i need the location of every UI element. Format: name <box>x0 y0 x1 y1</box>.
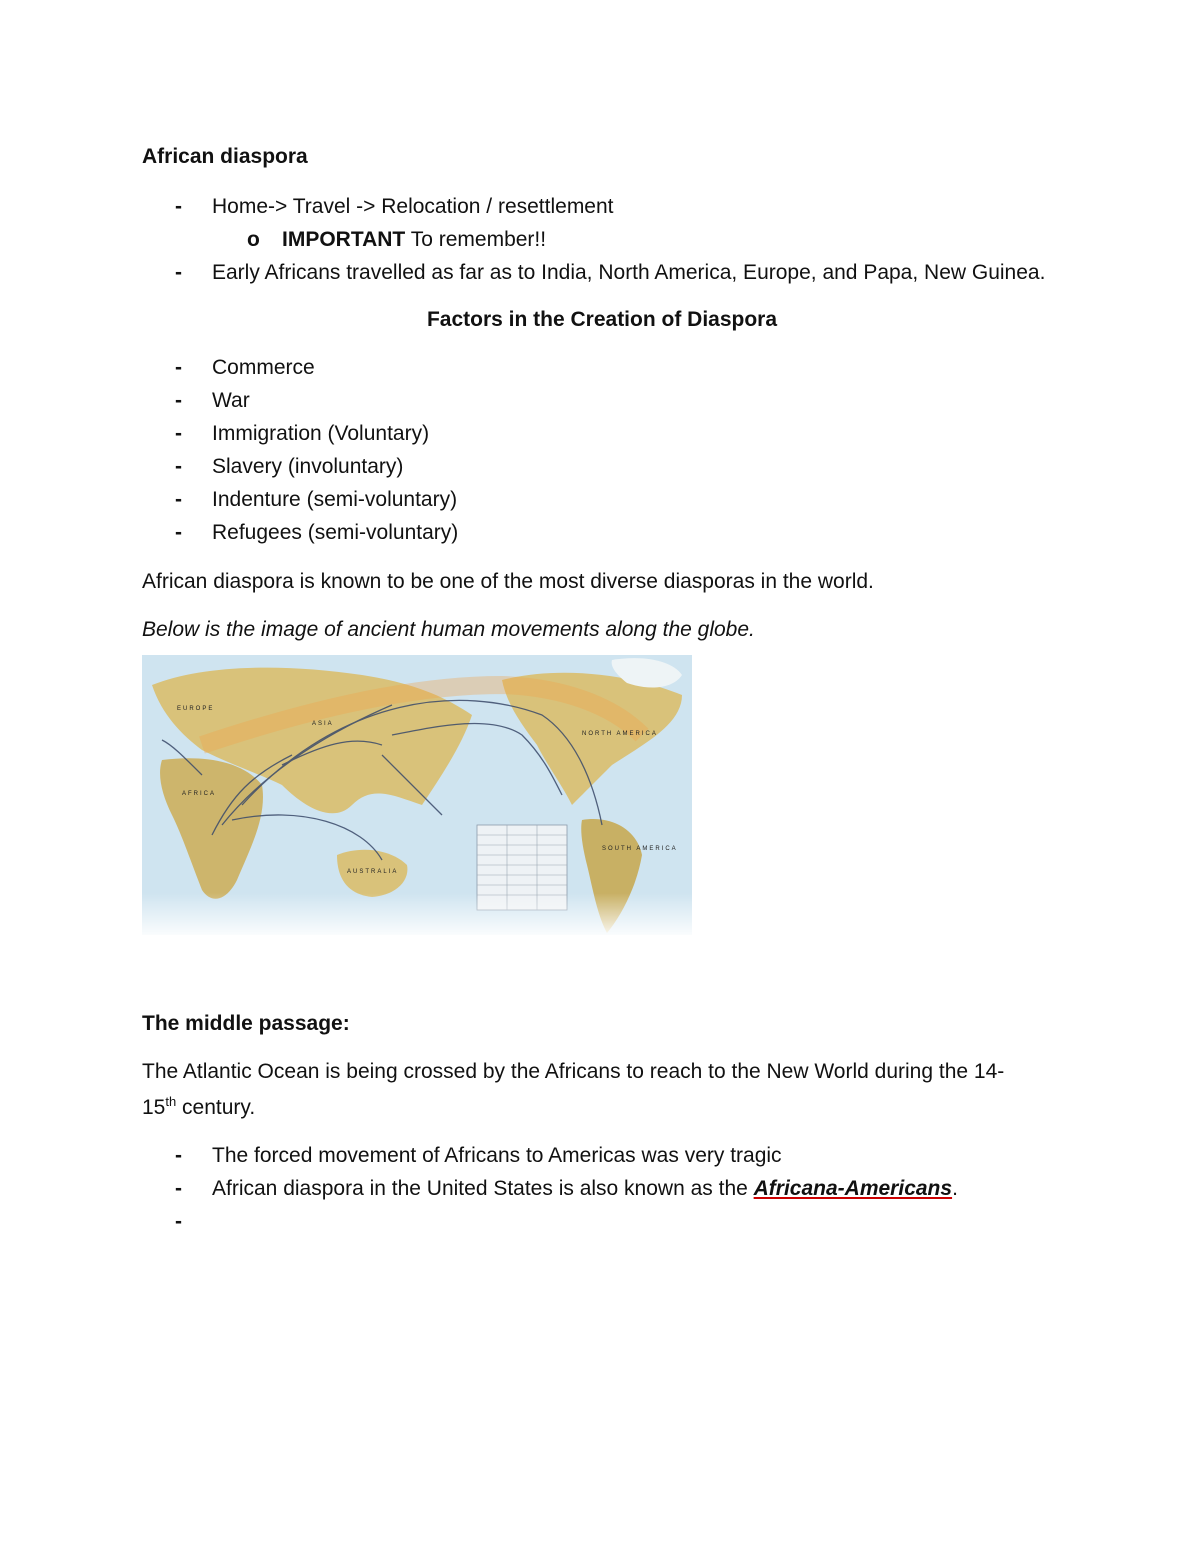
list-item: - Commerce <box>142 351 1062 384</box>
middle-text-line1: The Atlantic Ocean is being crossed by the Africans to reach to the New World during the 14- <box>142 1060 1005 1083</box>
middle-passage-title: The middle passage: <box>142 1012 350 1035</box>
intro-list-2 <box>142 256 1062 289</box>
intro-list <box>142 190 1062 223</box>
middle-text-15: 15 <box>142 1096 166 1119</box>
list-item: - Immigration (Voluntary) <box>142 417 1062 450</box>
middle-text-century: century. <box>176 1096 256 1119</box>
migration-map-image <box>142 655 692 935</box>
middle-passage-text <box>142 1057 1062 1123</box>
list-item: - Home-> Travel -> Relocation / resettlement <box>142 190 1062 223</box>
sub-list <box>142 223 1062 256</box>
document-page <box>142 140 1062 1238</box>
empty-list-item <box>142 1205 1062 1238</box>
important-label: IMPORTANT <box>282 228 406 251</box>
factors-title: Factors in the Creation of Diaspora <box>426 308 778 331</box>
list-item: - The forced movement of Africans to Americas was very tragic <box>142 1139 1062 1172</box>
list-item: - Early Africans travelled as far as to India, North America, Europe, and Papa, New Guinea. <box>142 256 1062 289</box>
list3b-post: . <box>952 1177 958 1200</box>
list-item: - Refugees (semi-voluntary) <box>142 516 1062 549</box>
superscript-th: th <box>165 1094 177 1109</box>
factors-list <box>142 351 1062 549</box>
list-item: - War <box>142 384 1062 417</box>
africana-americans-term: Africana-Americans <box>753 1177 953 1200</box>
important-rest: To remember!! <box>405 228 547 251</box>
middle-list <box>142 1139 1062 1238</box>
heading: African diaspora <box>142 145 308 168</box>
diverse-text: African diaspora is known to be one of the most diverse diasporas in the world. <box>142 570 874 593</box>
image-caption: Below is the image of ancient human movements along the globe. <box>142 618 755 641</box>
list-item: - Indenture (semi-voluntary) <box>142 483 1062 516</box>
list-item: - Slavery (involuntary) <box>142 450 1062 483</box>
list3b-pre: African diaspora in the United States is also known as the <box>212 1177 754 1200</box>
list-item <box>142 1172 1062 1205</box>
list-item <box>142 223 1062 256</box>
